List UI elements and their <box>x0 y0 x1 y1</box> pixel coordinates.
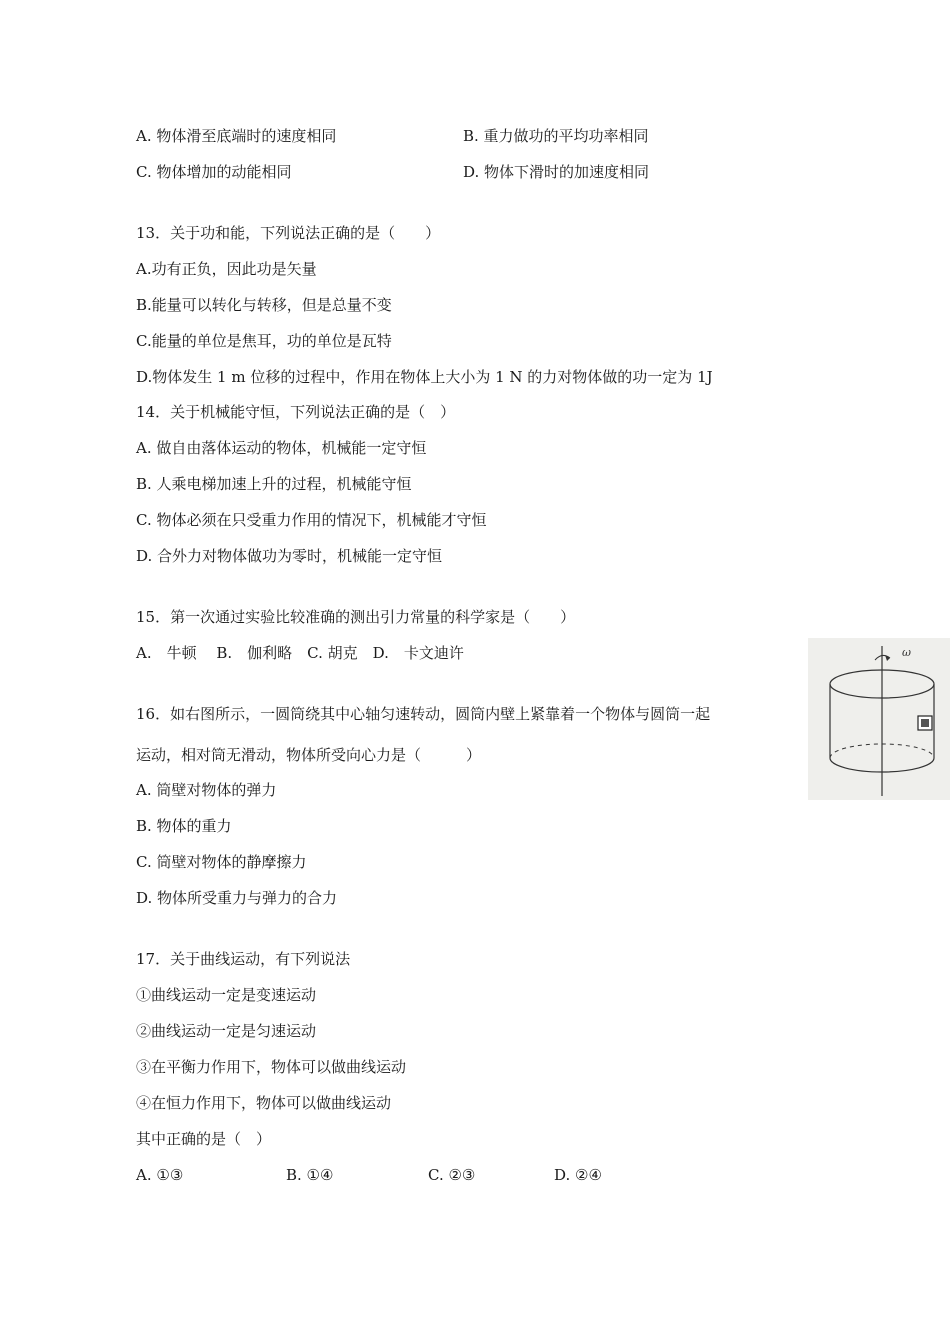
q17-option-b: B. ①④ <box>286 1166 334 1184</box>
q13-option-b: B.能量可以转化与转移，但是总量不变 <box>136 296 392 314</box>
q17-option-a: A. ①③ <box>136 1166 184 1184</box>
object-block-fill <box>921 719 929 727</box>
q17-statement-4: ④在恒力作用下，物体可以做曲线运动 <box>136 1094 392 1112</box>
q12-option-a: A. 物体滑至底端时的速度相同 <box>136 127 337 145</box>
q12-option-b: B. 重力做功的平均功率相同 <box>463 127 649 145</box>
q14-option-c: C. 物体必须在只受重力作用的情况下，机械能才守恒 <box>136 511 487 529</box>
q16-option-a: A. 筒壁对物体的弹力 <box>136 781 277 799</box>
q17-option-d: D. ②④ <box>554 1166 602 1184</box>
q16-option-d: D. 物体所受重力与弹力的合力 <box>136 889 338 907</box>
q14-option-d: D. 合外力对物体做功为零时，机械能一定守恒 <box>136 547 443 565</box>
q13-option-d: D.物体发生 1 m 位移的过程中，作用在物体上大小为 1 N 的力对物体做的功一定为 1J <box>136 368 713 386</box>
q16-option-b: B. 物体的重力 <box>136 817 232 835</box>
q13-option-a: A.功有正负，因此功是矢量 <box>136 260 317 278</box>
q16-stem-line1: 16．如右图所示，一圆筒绕其中心轴匀速转动，圆筒内壁上紧靠着一个物体与圆筒一起 <box>136 705 711 723</box>
rotating-cylinder-figure <box>808 638 950 800</box>
q17-stem: 17．关于曲线运动，有下列说法 <box>136 950 351 968</box>
q17-option-c: C. ②③ <box>428 1166 476 1184</box>
q16-stem-line2: 运动，相对筒无滑动，物体所受向心力是（ ） <box>136 746 482 764</box>
q14-option-b: B. 人乘电梯加速上升的过程，机械能守恒 <box>136 475 412 493</box>
q17-ask: 其中正确的是（ ） <box>136 1130 272 1148</box>
cylinder-diagram <box>808 638 950 800</box>
q12-option-c: C. 物体增加的动能相同 <box>136 163 292 181</box>
omega-label: ω <box>902 646 911 659</box>
q15-stem: 15．第一次通过实验比较准确的测出引力常量的科学家是（ ） <box>136 608 576 626</box>
q14-stem: 14．关于机械能守恒，下列说法正确的是（ ） <box>136 403 456 421</box>
q12-option-d: D. 物体下滑时的加速度相同 <box>463 163 650 181</box>
q17-statement-1: ①曲线运动一定是变速运动 <box>136 986 317 1004</box>
q17-statement-2: ②曲线运动一定是匀速运动 <box>136 1022 317 1040</box>
q13-option-c: C.能量的单位是焦耳，功的单位是瓦特 <box>136 332 392 350</box>
q14-option-a: A. 做自由落体运动的物体，机械能一定守恒 <box>136 439 427 457</box>
q13-stem: 13．关于功和能，下列说法正确的是（ ） <box>136 224 441 242</box>
q17-statement-3: ③在平衡力作用下，物体可以做曲线运动 <box>136 1058 407 1076</box>
q15-options: A. 牛顿 B. 伽利略 C. 胡克 D. 卡文迪许 <box>136 644 464 662</box>
q16-option-c: C. 筒壁对物体的静摩擦力 <box>136 853 307 871</box>
